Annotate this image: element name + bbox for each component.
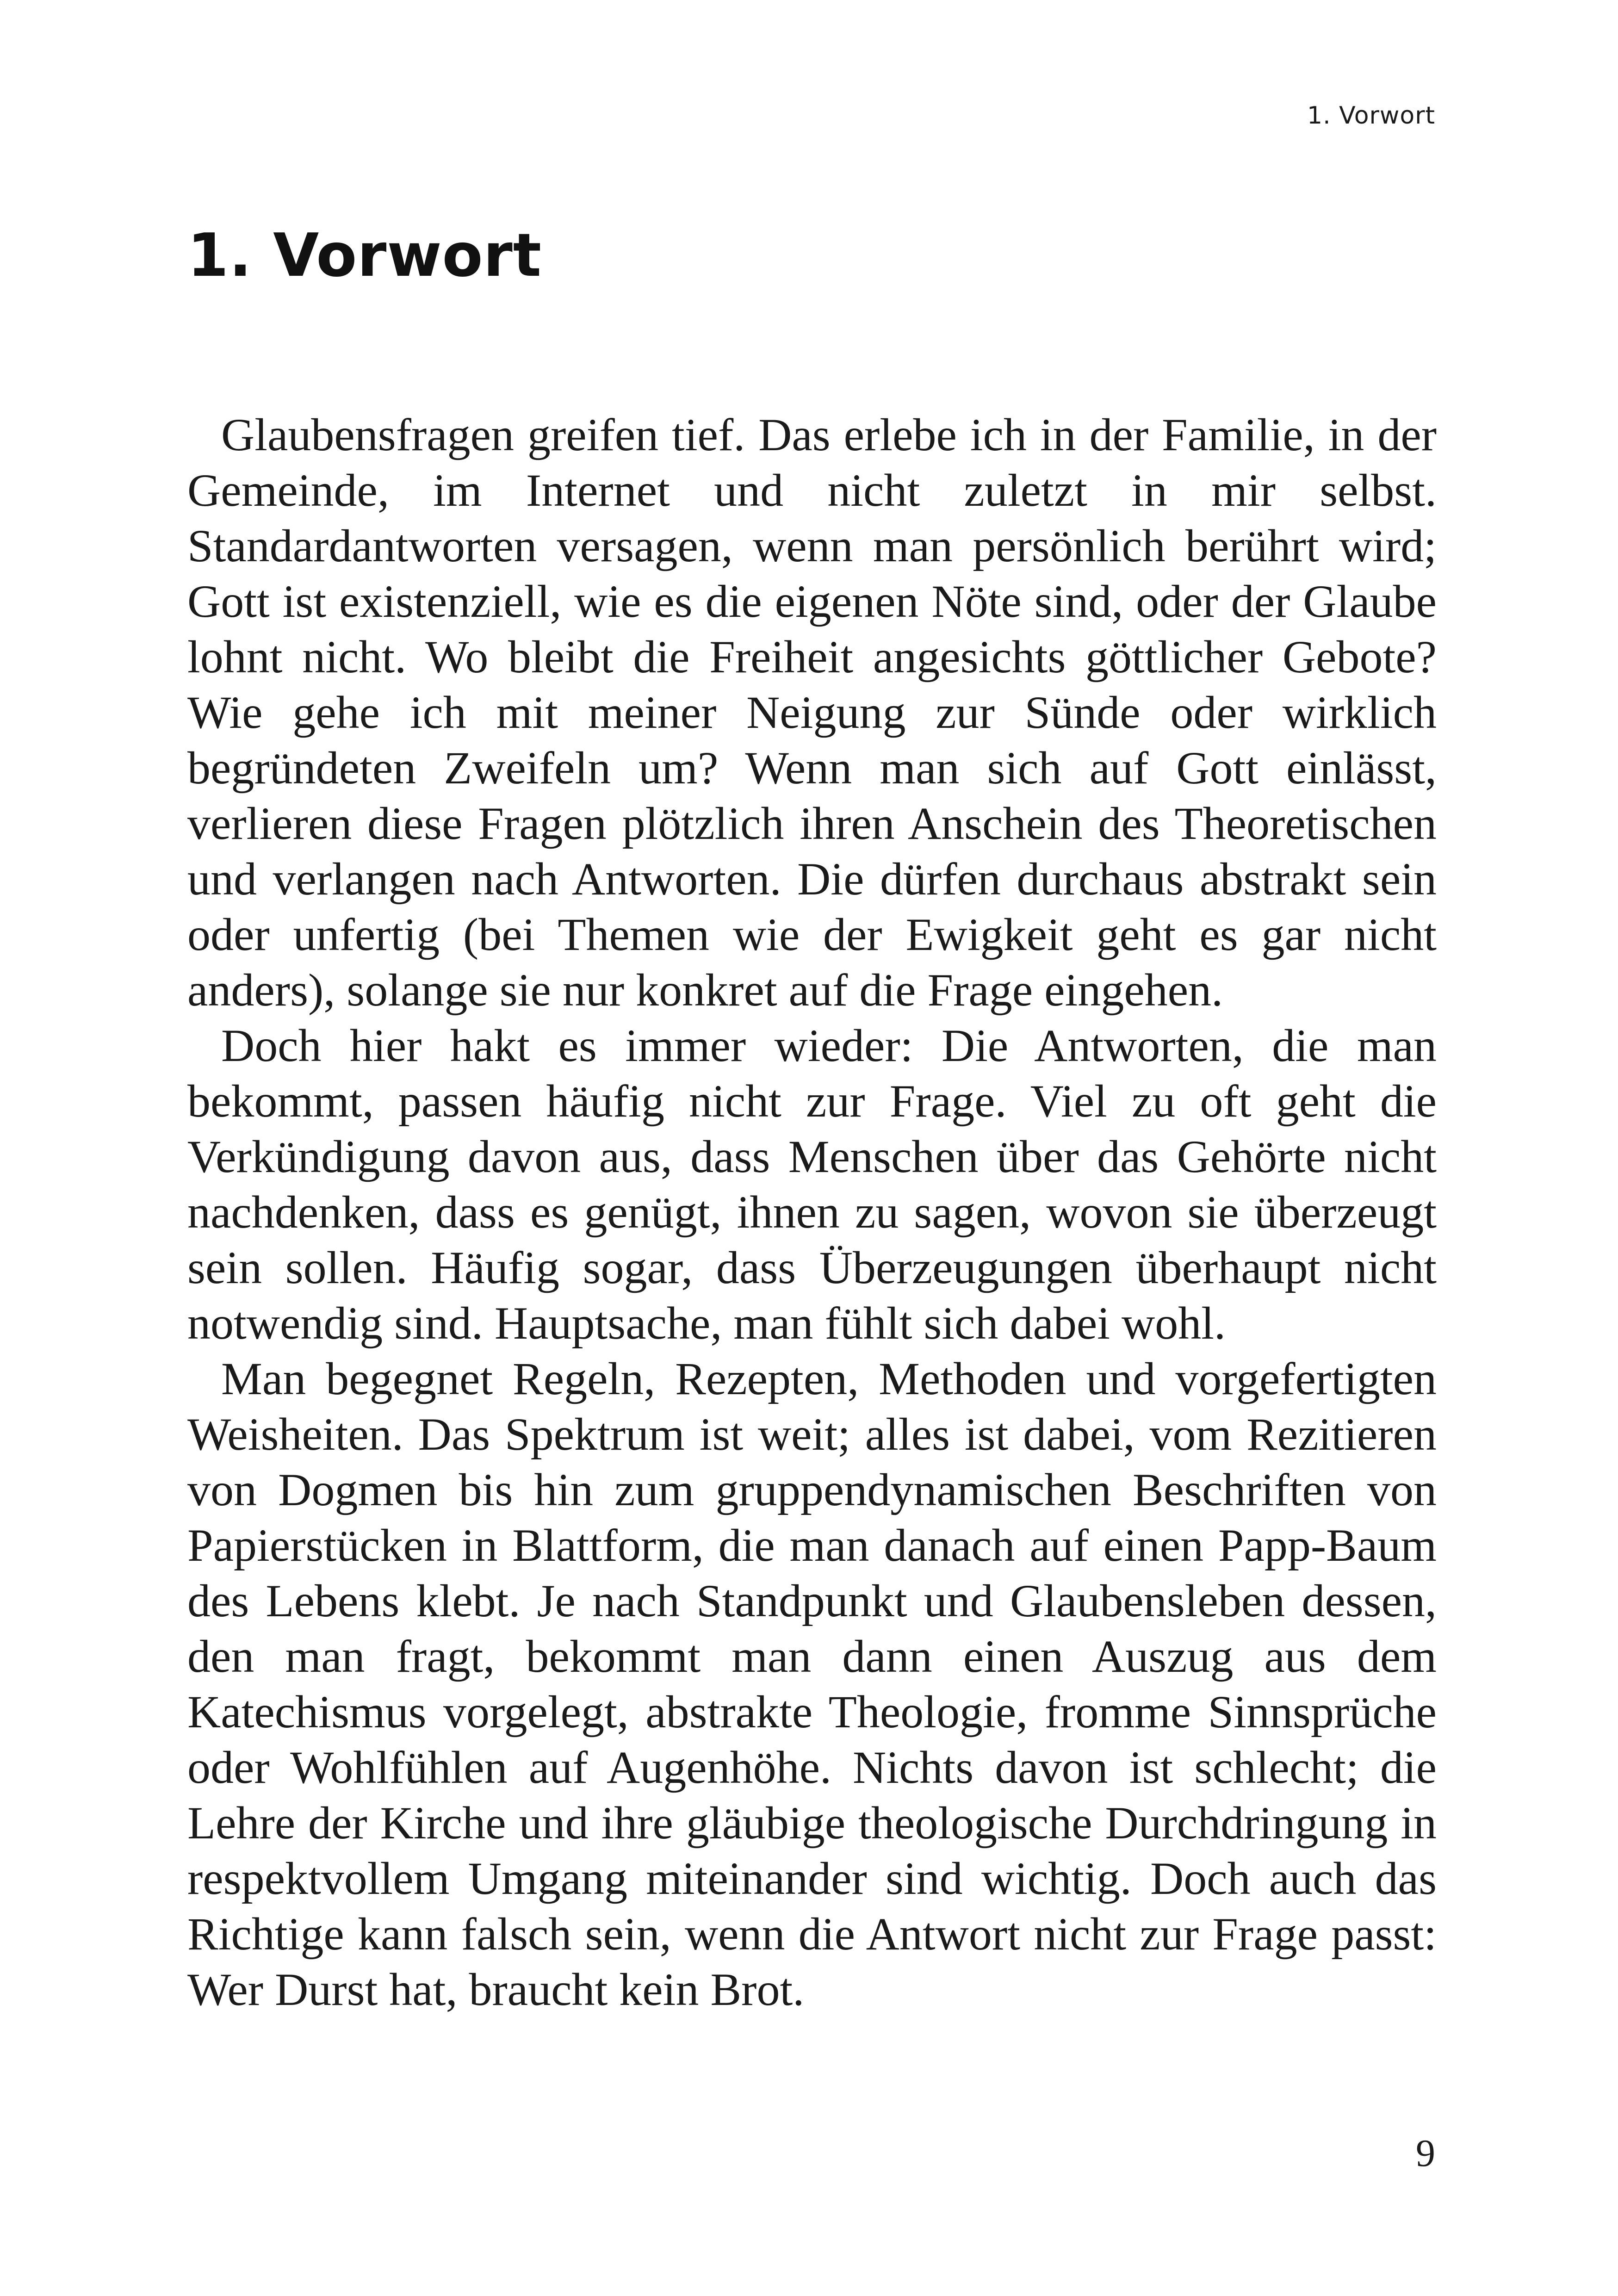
paragraph-2: Doch hier hakt es immer wieder: Die Antworten, die man bekommt, passen häufig nicht zur Frage. Viel zu oft geht die Verkündigung davon aus, dass Menschen über das Gehörte nicht nachdenken, dass es genügt, ihnen zu sagen, wovon sie überzeugt sein sollen. Häufig sogar, dass Überzeugungen überhaupt nicht notwendig sind. Hauptsache, man fühlt sich dabei wohl. xyxy=(187,1020,1437,1349)
chapter-title: 1. Vorwort xyxy=(187,221,542,290)
page-number: 9 xyxy=(1416,2132,1435,2175)
paragraph-3: Man begegnet Regeln, Rezepten, Methoden und vorgefertigten Weisheiten. Das Spektrum ist weit; alles ist dabei, vom Rezitieren von Dogmen bis hin zum gruppendynamischen Beschriften von Papierstücken in Blattform, die man danach auf einen Papp-Baum des Lebens klebt. Je nach Standpunkt und Glaubensleben dessen, den man fragt, bekommt man dann einen Auszug aus dem Katechismus vorgelegt, abstrakte Theologie, fromme Sinnsprüche oder Wohlfühlen auf Augenhöhe. Nichts davon ist schlecht; die Lehre der Kirche und ihre gläubige theologische Durchdringung in respektvollem Umgang miteinander sind wichtig. Doch auch das Richtige kann falsch sein, wenn die Antwort nicht zur Frage passt: Wer Durst hat, braucht kein Brot. xyxy=(187,1353,1437,2015)
body-text xyxy=(187,407,1437,2017)
paragraph-1: Glaubensfragen greifen tief. Das erlebe ich in der Familie, in der Gemeinde, im Internet und nicht zuletzt in mir selbst. Standardantworten versagen, wenn man persönlich berührt wird; Gott ist existenziell, wie es die eigenen Nöte sind, oder der Glaube lohnt nicht. Wo bleibt die Freiheit angesichts göttlicher Gebote? Wie gehe ich mit meiner Neigung zur Sünde oder wirklich begründeten Zweifeln um? Wenn man sich auf Gott einlässt, verlieren diese Fragen plötzlich ihren Anschein des Theoretischen und verlangen nach Antworten. Die dürfen durchaus abstrakt sein oder unfertig (bei Themen wie der Ewigkeit geht es gar nicht anders), solange sie nur konkret auf die Frage eingehen. xyxy=(187,409,1437,1016)
running-header: 1. Vorwort xyxy=(1307,102,1435,130)
